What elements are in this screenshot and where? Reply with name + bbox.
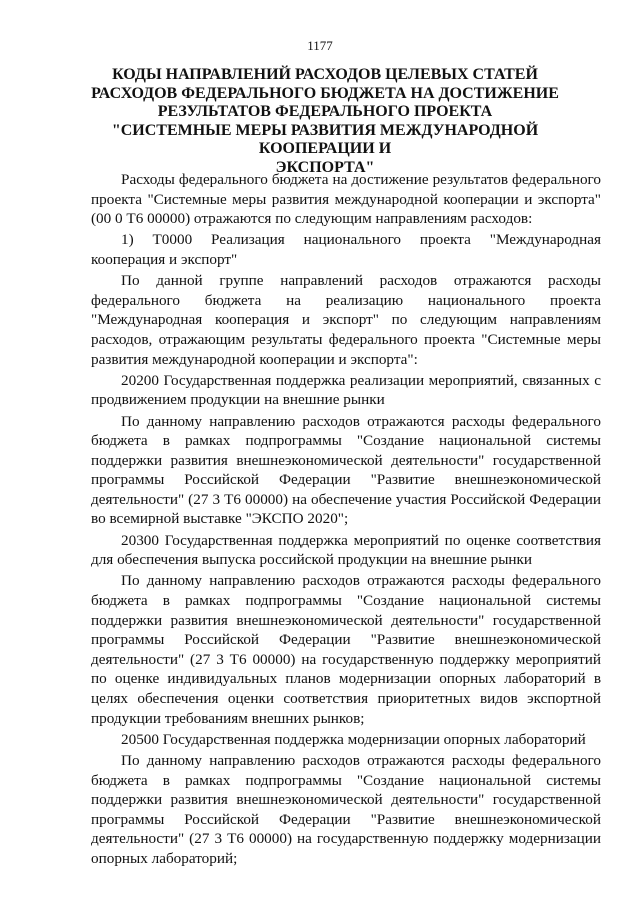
paragraph-direction-group: 1) Т0000 Реализация национального проекта "Международная кооперация и экспорт" [91, 231, 601, 268]
title-line: "СИСТЕМНЫЕ МЕРЫ РАЗВИТИЯ МЕЖДУНАРОДНОЙ КООПЕРАЦИИ И [111, 121, 539, 157]
document-title [60, 66, 590, 177]
title-line: РАСХОДОВ ФЕДЕРАЛЬНОГО БЮДЖЕТА НА ДОСТИЖЕНИЕ [91, 84, 559, 102]
title-line: ЭКСПОРТА" [275, 158, 375, 176]
title-line: КОДЫ НАПРАВЛЕНИЙ РАСХОДОВ ЦЕЛЕВЫХ СТАТЕЙ [112, 66, 538, 83]
paragraph-code-20500-description: По данному направлению расходов отражаются расходы федерального бюджета в рамках подпрограммы "Создание национальной системы поддержки развития внешнеэкономической деятельности" государственной программы Российской Федерации "Развитие внешнеэкономической деятельности" (27 3 Т6 00000) на государственную поддержку модернизации опорных лабораторий; [91, 751, 601, 867]
paragraph-group-description: По данной группе направлений расходов отражаются расходы федерального бюджета на реализацию национального проекта "Международная кооперация и экспорт" по следующим направлениям расходов, отражающим результаты федерального проекта "Системные меры развития международной кооперации и экспорта": [91, 272, 601, 368]
document-body [91, 170, 601, 870]
paragraph-code-20500: 20500 Государственная поддержка модернизации опорных лабораторий [121, 730, 586, 748]
page-number: 1177 [307, 38, 333, 53]
paragraph-code-20300: 20300 Государственная поддержка мероприятий по оценке соответствия для обеспечения выпуска российской продукции на внешние рынки [91, 531, 601, 569]
paragraph-code-20200-description: По данному направлению расходов отражаются расходы федерального бюджета в рамках подпрограммы "Создание национальной системы поддержки развития внешнеэкономической деятельности" государственной программы Российской Федерации "Развитие внешнеэкономической деятельности" (27 3 Т6 00000) на обеспечение участия Российской Федерации во всемирной выставке "ЭКСПО 2020"; [91, 412, 601, 528]
paragraph-intro: Расходы федерального бюджета на достижение результатов федерального проекта "Системные меры развития международной кооперации и экспорта" (00 0 Т6 00000) отражаются по следующим направлениям расходов: [91, 171, 601, 228]
title-line: РЕЗУЛЬТАТОВ ФЕДЕРАЛЬНОГО ПРОЕКТА [157, 103, 493, 120]
paragraph-code-20200: 20200 Государственная поддержка реализации мероприятий, связанных с продвижением продукции на внешние рынки [91, 371, 601, 409]
paragraph-code-20300-description: По данному направлению расходов отражаются расходы федерального бюджета в рамках подпрограммы "Создание национальной системы поддержки развития внешнеэкономической деятельности" государственной программы Российской Федерации "Развитие внешнеэкономической деятельности" (27 3 Т6 00000) на государственную поддержку мероприятий по оценке индивидуальных планов модернизации опорных лабораторий в целях обеспечения оценки соответствия приоритетных видов экспортной продукции требованиям внешних рынков; [91, 572, 601, 727]
